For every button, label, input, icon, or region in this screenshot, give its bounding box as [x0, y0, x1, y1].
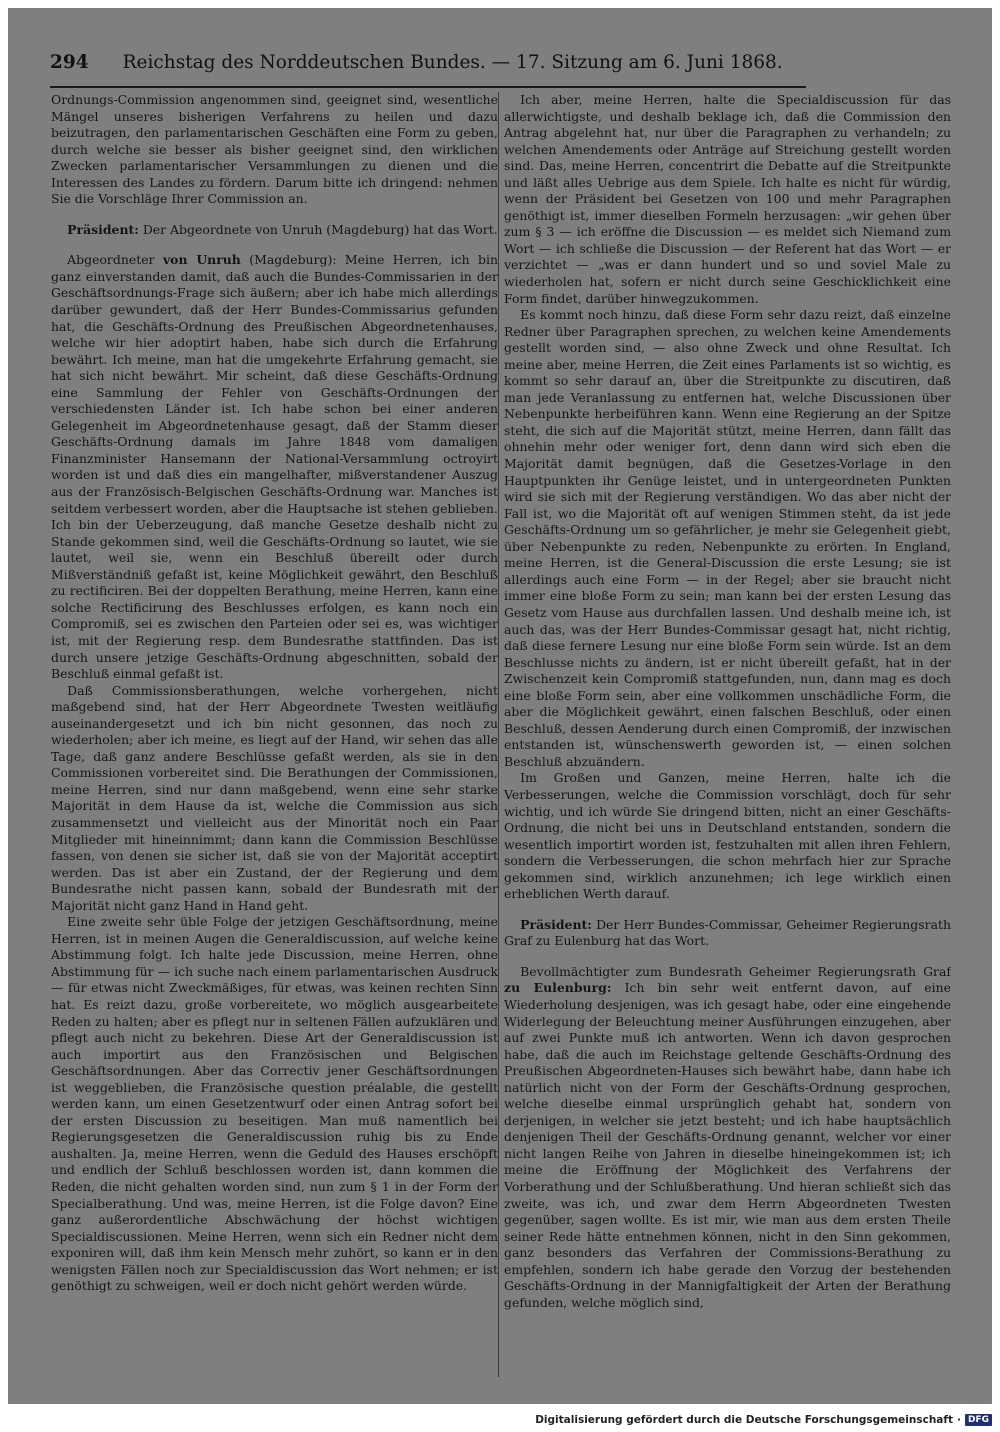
paragraph: Im Großen und Ganzen, meine Herren, halte ich die Verbesserungen, welche die Commission vorschlägt, doch für sehr wichtig, und ich würde Sie dringend bitten, nicht an einer Geschäfts-Ordnung, die nicht bei uns in Deutschland entstanden, sondern die wesentlich importirt worden ist, festzuhalten mit allen ihren Fehlern, sondern die Verbesserungen, die schon mehrfach hier zur Sprache gekommen sind, wirklich anzunehmen; ich lege wirklich einen erheblichen Werth darauf.	[504, 770, 951, 902]
right-column	[504, 92, 951, 1377]
page-number: 294	[50, 52, 89, 73]
paragraph: Ich aber, meine Herren, halte die Specialdiscussion für das allerwichtigste, und deshalb beklage ich, daß die Commission den Antrag abgelehnt hat, nur über die Paragraphen zu verhandeln; zu welchen Amendements oder Anträge auf Streichung gestellt worden sind. Das, meine Herren, concentrirt die Debatte auf die Streitpunkte und läßt alles Uebrige aus dem Spiele. Ich halte es nicht für würdig, wenn der Präsident bei Gesetzen von 100 und mehr Paragraphen genöthigt ist, immer dieselben Formeln herzusagen: „wir gehen über zum § 3 — ich eröffne die Discussion — es meldet sich Niemand zum Wort — ich schließe die Discussion — der Referent hat das Wort — er verzichtet — „was er dann hundert und so und soviel Male zu wiederholen hat, sofern er nicht durch seine Geschicklichkeit eine Form findet, darüber hinwegzukommen.	[504, 92, 951, 306]
paragraph: Präsident: Der Abgeordnete von Unruh (Magdeburg) hat das Wort.	[67, 221, 498, 237]
paragraph: Ordnungs-Commission angenommen sind, geeignet sind, wesentliche Mängel unseres bisherigen Verfahrens zu heilen und dazu beizutragen, den parlamentarischen Geschäften eine Form zu geben, durch welche sie besser als bisher geeignet sind, den wirklichen Zwecken parlamentarischer Versammlungen zu dienen und die Interessen des Landes zu fördern. Darum bitte ich dringend: nehmen Sie die Vorschläge Ihrer Commission an.	[51, 92, 498, 207]
paragraph: Abgeordneter von Unruh (Magdeburg): Meine Herren, ich bin ganz einverstanden damit, daß auch die Bundes-Commissarien in der Geschäftsordnungs-Frage sich äußern; aber ich habe mich allerdings darüber gewundert, daß der Herr Bundes-Commissarius gefunden hat, die Geschäfts-Ordnung des Preußischen Abgeordnetenhauses, welche wir hier adoptirt haben, habe sich durch die Erfahrung bewährt. Ich meine, man hat die umgekehrte Erfahrung gemacht, sie hat sich nicht bewährt. Mir scheint, daß diese Geschäfts-Ordnung eine Sammlung der Fehler von Geschäfts-Ordnungen der verschiedensten Länder ist. Ich habe schon bei einer anderen Gelegenheit im Abgeordnetenhause gesagt, daß der Stamm dieser Geschäfts-Ordnung damals im Jahre 1848 vom damaligen Finanzminister Hansemann der National-Versammlung octroyirt worden ist und daß dies ein mangelhafter, mißverstandener Auszug aus der Französisch-Belgischen Geschäfts-Ordnung war. Manches ist seitdem verbessert worden, aber die Hauptsache ist stehen geblieben. Ich bin der Ueberzeugung, daß manche Gesetze deshalb nicht zu Stande gekommen sind, weil die Geschäfts-Ordnung so lautet, wie sie lautet, weil sie, wenn ein Beschluß übereilt oder durch Mißverständniß gefaßt ist, keine Möglichkeit gewährt, den Beschluß zu rectificiren. Bei der doppelten Berathung, meine Herren, kann eine solche Rectificirung des Beschlusses erfolgen, es kann noch ein Compromiß, sei es zwischen den Parteien oder sei es, was wichtiger ist, mit der Regierung resp. dem Bundesrathe stattfinden. Das ist durch unsere jetzige Geschäfts-Ordnung abgeschnitten, sobald der Beschluß einmal gefaßt ist.	[51, 252, 498, 682]
funding-note: Digitalisierung gefördert durch die Deutsche Forschungsgemeinschaft	[535, 1413, 953, 1426]
speaker-label: Präsident:	[67, 221, 139, 237]
header-rule	[50, 86, 806, 88]
left-column	[51, 92, 498, 1377]
footer: Digitalisierung gefördert durch die Deutsche Forschungsgemeinschaft · DFG	[8, 1411, 992, 1428]
running-title: Reichstag des Norddeutschen Bundes. — 17. Sitzung am 6. Juni 1868.	[122, 52, 783, 73]
paragraph: Es kommt noch hinzu, daß diese Form sehr dazu reizt, daß einzelne Redner über Paragraphen sprechen, zu welchen keine Amendements gestellt worden sind, — also ohne Zweck und ohne Resultat. Ich meine aber, meine Herren, die Zeit eines Parlaments ist so wichtig, es kommt so sehr darauf an, über die Streitpunkte zu discutiren, daß man jede Veranlassung zu entfernen hat, welche Discussionen über Nebenpunkte herbeiführen kann. Wenn eine Regierung an der Spitze steht, die sich auf die Majorität stützt, meine Herren, dann fällt das ohnehin mehr oder weniger fort, denn dann wird sich eben die Majorität damit begnügen, daß die Gesetzes-Vorlage in den Hauptpunkten ihr Genüge leistet, und in untergeordneten Punkten wird sie sich mit der Regierung verständigen. Wo das aber nicht der Fall ist, wo die Majorität oft auf wenigen Stimmen steht, da ist jede Geschäfts-Ordnung um so gefährlicher, je mehr sie Gelegenheit giebt, über Nebenpunkte zu reden, Nebenpunkte zu erörten. In England, meine Herren, ist die General-Discussion die erste Lesung; sie ist allerdings auch eine Form — in der Regel; aber sie braucht nicht immer eine bloße Form zu sein; man kann bei der ersten Lesung das Gesetz vom Hause aus durchfallen lassen. Und deshalb meine ich, ist auch das, was der Herr Bundes-Commissar gesagt hat, nicht richtig, daß diese fernere Lesung nur eine bloße Form sein würde. Ist an dem Beschlusse nichts zu ändern, ist er nicht übereilt gefaßt, hat in der Zwischenzeit kein Compromiß stattgefunden, nun, dann mag es doch eine bloße Form sein, aber eine vollkommen unschädliche Form, die aber die Möglichkeit gewährt, einen falschen Beschluß, oder einen Beschluß, dessen Aenderung durch einen Compromiß, der inzwischen entstanden ist, wünschenswerth geworden ist, — einen solchen Beschluß abzuändern.	[504, 307, 951, 769]
speaker-name: zu Eulenburg:	[504, 980, 612, 996]
column-divider	[498, 92, 499, 1377]
paragraph: Präsident: Der Herr Bundes-Commissar, Geheimer Regierungsrath Graf zu Eulenburg hat das Wort.	[504, 916, 951, 949]
speaker-name: von Unruh	[162, 252, 241, 268]
paragraph: Daß Commissionsberathungen, welche vorhergehen, nicht maßgebend sind, hat der Herr Abgeordnete Twesten weitläufig auseinandergesetzt und ich bin nicht gesonnen, das noch zu wiederholen; aber ich meine, es liegt auf der Hand, wir sehen das alle Tage, daß ganz andere Beschlüsse gefaßt werden, als sie in den Commissionen vorbereitet sind. Die Berathungen der Commissionen, meine Herren, sind nur dann maßgebend, wenn eine sehr starke Majorität in dem Hause da ist, welche die Commission aus sich zusammensetzt und vielleicht aus der Minorität noch ein Paar Mitglieder mit hineinnimmt; dann kann die Commission Beschlüsse fassen, von denen sie sicher ist, daß sie von der Majorität acceptirt werden. Das ist aber ein Zustand, der der Regierung und dem Bundesrathe nicht passen kann, sobald der Bundesrath mit der Majorität nicht ganz Hand in Hand geht.	[51, 682, 498, 913]
paragraph: Bevollmächtigter zum Bundesrath Geheimer Regierungsrath Graf zu Eulenburg: Ich bin sehr weit entfernt davon, auf eine Wiederholung desjenigen, was ich gesagt habe, oder eine eingehende Widerlegung der Beleuchtung meiner Ausführungen einzugehen, aber auf zwei Punkte muß ich antworten. Wenn ich davon gesprochen habe, daß die auch im Reichstage geltende Geschäfts-Ordnung des Preußischen Abgeordneten-Hauses sich bewährt habe, dann habe ich natürlich nicht von der Form der Geschäfts-Ordnung gesprochen, welche dieselbe einmal ursprünglich gehabt hat, sondern von derjenigen, in welcher sie jetzt besteht; und ich habe hauptsächlich denjenigen Theil der Geschäfts-Ordnung genannt, welcher vor einer nicht langen Reihe von Jahren in dieselbe hineingekommen ist; ich meine die Eröffnung der Möglichkeit des Verfahrens der Vorberathung und der Schlußberathung. Und hieran schließt sich das zweite, was ich, und zwar dem Herrn Abgeordneten Twesten gegenüber, sagen wollte. Es ist mir, wie man aus dem ersten Theile seiner Rede hätte entnehmen können, nicht in den Sinn gekommen, ganz besonders das Verfahren der Commissions-Berathung zu empfehlen, sondern ich habe gerade den Vorzug der bestehenden Geschäfts-Ordnung in der Mannigfaltigkeit der Arten der Berathung gefunden, welche möglich sind,	[504, 963, 951, 1310]
page-header	[50, 52, 810, 82]
paragraph: Eine zweite sehr üble Folge der jetzigen Geschäftsordnung, meine Herren, ist in meinen Augen die Generaldiscussion, auf welche keine Abstimmung folgt. Ich halte jede Discussion, meine Herren, ohne Abstimmung für — ich suche nach einem parlamentarischen Ausdruck — für etwas nicht Zweckmäßiges, für etwas, was keinen rechten Sinn hat. Es reizt dazu, große vorbereitete, wo möglich ausgearbeitete Reden zu halten; aber es pflegt nur in seltenen Fällen aufzuklären und pflegt auch nicht zu bekehren. Diese Art der Generaldiscussion ist auch importirt aus den Französischen und Belgischen Geschäftsordnungen. Aber das Correctiv jener Geschäftsordnungen ist weggeblieben, die Französische question préalable, die gestellt werden kann, um einen Gesetzentwurf oder einen Antrag sofort bei der ersten Discussion zu beseitigen. Man muß namentlich bei Regierungsgesetzen die Generaldiscussion ruhig bis zu Ende aushalten. Ja, meine Herren, wenn die Geduld des Hauses erschöpft und endlich der Schluß beschlossen worden ist, dann kommen die Reden, die nicht gehalten worden sind, nun zum § 1 in der Form der Specialberathung. Und was, meine Herren, ist die Folge davon? Eine ganz außerordentliche Abschwächung der höchst wichtigen Specialdiscussionen. Meine Herren, wenn sich ein Redner nicht dem exponiren will, daß ihm kein Mensch mehr zuhört, so kann er in den wenigsten Fällen noch zur Specialdiscussion das Wort nehmen; er ist genöthigt zu schweigen, weil er doch nicht gehört werden würde.	[51, 914, 498, 1294]
dfg-logo: DFG	[965, 1414, 992, 1426]
speaker-label: Präsident:	[520, 916, 592, 932]
